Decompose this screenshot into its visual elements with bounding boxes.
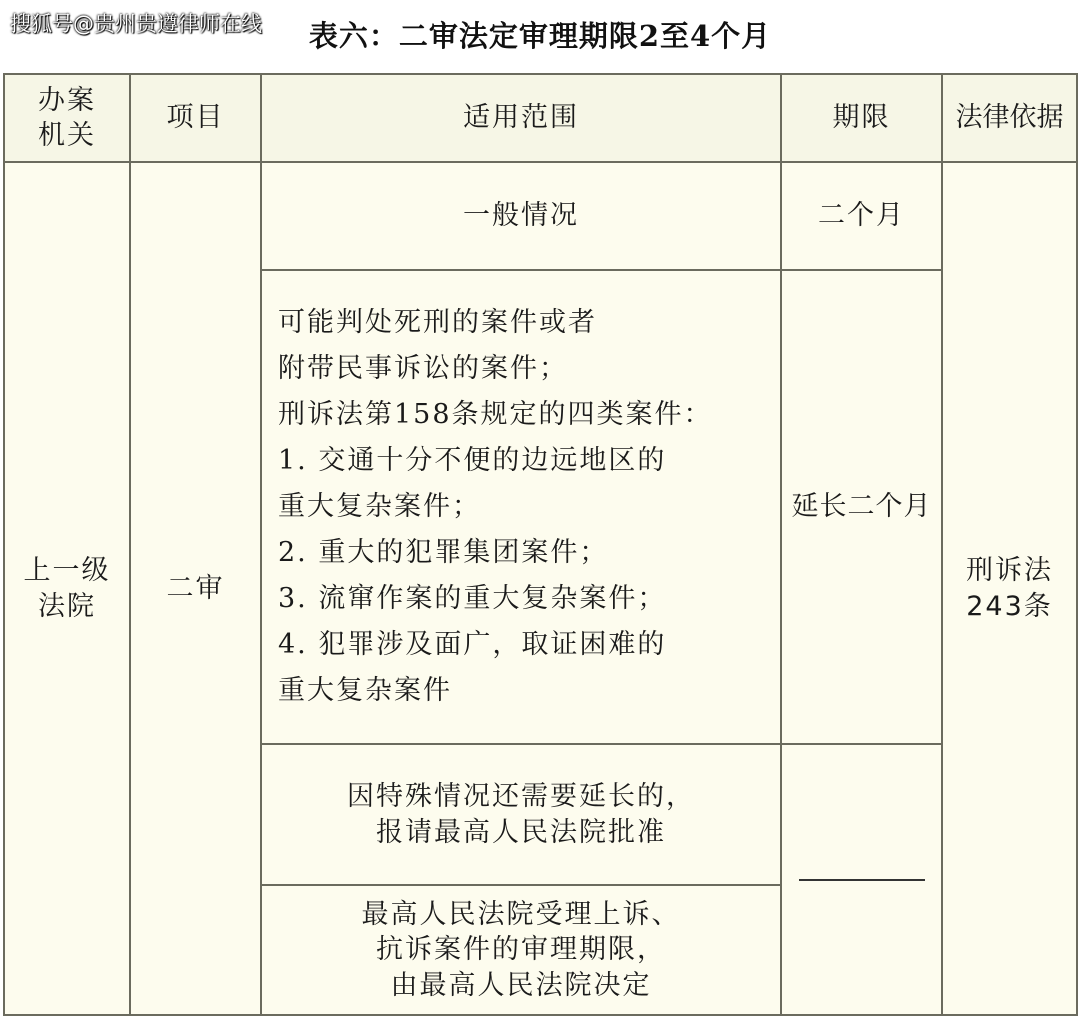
header-scope: 适用范围: [261, 74, 781, 162]
scope-cell-extended: [261, 270, 781, 744]
scope-line: 刑诉法第158条规定的四类案件：: [278, 399, 713, 431]
scope-line: 1. 交通十分不便的边远地区的: [278, 445, 667, 477]
scope-line: 2. 重大的犯罪集团案件；: [278, 536, 609, 568]
header-agency: [4, 74, 130, 162]
agency-line: 法院: [38, 590, 96, 622]
header-basis: 法律依据: [942, 74, 1077, 162]
agency-line: 上一级: [23, 555, 111, 587]
term-cell-general: 二个月: [781, 162, 942, 270]
scope-line: 报请最高人民法院批准: [376, 816, 666, 848]
scope-line: 4. 犯罪涉及面广，取证困难的: [278, 628, 667, 660]
item-cell: 二审: [130, 162, 261, 1015]
header-agency-line: 办案: [38, 84, 96, 116]
table-header-row: [4, 74, 1077, 162]
scope-line: 因特殊情况还需要延长的，: [347, 781, 695, 813]
scope-line: 附带民事诉讼的案件；: [278, 353, 568, 385]
header-term: 期限: [781, 74, 942, 162]
watermark: 搜狐号@贵州贵遵律师在线: [10, 12, 262, 36]
page-title: 表六：二审法定审理期限2至4个月: [308, 19, 772, 53]
scope-line: 最高人民法院受理上诉、: [361, 899, 681, 931]
trial-period-table: [3, 73, 1078, 1016]
table-row: [4, 162, 1077, 270]
scope-cell-general: 一般情况: [261, 162, 781, 270]
basis-cell: [942, 162, 1077, 1015]
scope-line: 重大复杂案件；: [278, 491, 481, 523]
scope-cell-special: [261, 744, 781, 885]
scope-line: 可能判处死刑的案件或者: [278, 307, 597, 339]
scope-cell-supreme: [261, 885, 781, 1015]
scope-line: 重大复杂案件: [278, 674, 452, 706]
agency-cell: [4, 162, 130, 1015]
term-cell-extended: 延长二个月: [781, 270, 942, 744]
dash-line: [799, 879, 925, 881]
header-item: 项目: [130, 74, 261, 162]
scope-line: 抗诉案件的审理期限，: [376, 934, 666, 966]
basis-line: 243条: [966, 590, 1053, 622]
header-agency-line: 机关: [38, 120, 96, 151]
basis-line: 刑诉法: [966, 555, 1053, 587]
term-cell-unspecified: [781, 744, 942, 1015]
scope-line: 由最高人民法院决定: [390, 969, 652, 1001]
scope-line: 3. 流窜作案的重大复杂案件；: [278, 582, 667, 614]
